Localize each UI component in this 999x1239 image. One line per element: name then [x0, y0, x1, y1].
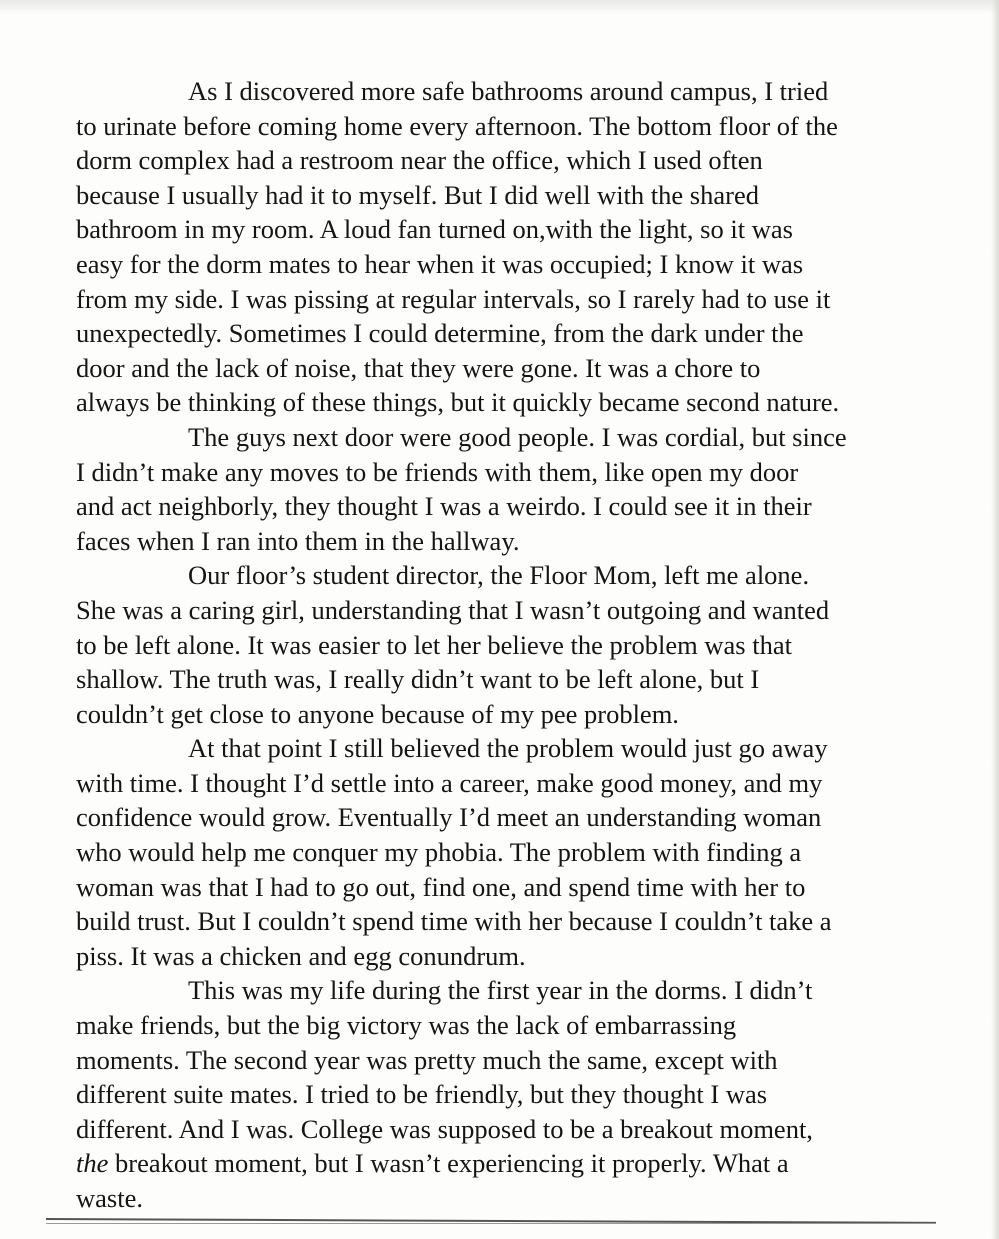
line-text: As I discovered more safe bathrooms around campus, I tried	[188, 76, 829, 106]
bottom-rule-shadow	[46, 1223, 936, 1224]
body-text	[76, 74, 954, 1216]
scan-edge	[991, 0, 999, 1239]
text-line	[76, 455, 954, 490]
text-line	[76, 904, 954, 939]
text-line	[76, 212, 954, 247]
text-line	[76, 1008, 954, 1043]
text-line	[76, 1077, 954, 1112]
text-line	[76, 1146, 954, 1181]
paragraph-first-line	[76, 973, 954, 1008]
line-text: build trust. But I couldn’t spend time with her because I couldn’t take a	[76, 906, 832, 937]
line-text: couldn’t get close to anyone because of my pee problem.	[76, 698, 679, 729]
line-text: bathroom in my room. A loud fan turned on,with the light, so it was	[76, 214, 793, 245]
text-line	[76, 351, 954, 386]
line-text: door and the lack of noise, that they were gone. It was a chore to	[76, 352, 761, 383]
line-text: because I usually had it to myself. But I did well with the shared	[76, 179, 759, 210]
scan-shadow	[0, 0, 999, 14]
line-text: confidence would grow. Eventually I’d meet an understanding woman	[76, 802, 822, 833]
line-text: At that point I still believed the problem would just go away	[188, 733, 828, 764]
line-text: unexpectedly. Sometimes I could determine, from the dark under the	[76, 318, 804, 349]
line-text: I didn’t make any moves to be friends with them, like open my door	[76, 456, 799, 487]
text-line	[76, 1112, 954, 1147]
text-line	[76, 835, 954, 870]
text-line	[76, 662, 954, 697]
emphasized-word: the	[76, 1148, 109, 1179]
text-line	[76, 524, 954, 559]
paragraph-first-line	[76, 731, 954, 766]
line-text: The guys next door were good people. I was cordial, but since	[188, 421, 847, 452]
paragraph-first-line	[76, 74, 954, 109]
line-text: from my side. I was pissing at regular intervals, so I rarely had to use it	[76, 283, 831, 314]
line-text: piss. It was a chicken and egg conundrum.	[76, 940, 526, 971]
line-text: to be left alone. It was easier to let her believe the problem was that	[76, 629, 792, 660]
text-line	[76, 316, 954, 351]
text-line	[76, 282, 954, 317]
line-text: different suite mates. I tried to be friendly, but they thought I was	[76, 1079, 768, 1110]
line-text: breakout moment, but I wasn’t experiencing it properly. What a	[108, 1148, 789, 1179]
text-line	[76, 385, 954, 420]
line-text: who would help me conquer my phobia. The problem with finding a	[76, 837, 802, 868]
paragraph-first-line	[76, 558, 954, 593]
line-text: different. And I was. College was supposed to be a breakout moment,	[76, 1113, 813, 1144]
line-text: always be thinking of these things, but it quickly became second nature.	[76, 387, 840, 418]
text-line	[76, 939, 954, 974]
line-text: shallow. The truth was, I really didn’t want to be left alone, but I	[76, 664, 760, 695]
text-line	[76, 247, 954, 282]
line-text: Our floor’s student director, the Floor Mom, left me alone.	[188, 560, 810, 591]
line-text: This was my life during the first year in the dorms. I didn’t	[188, 975, 813, 1006]
text-line	[76, 109, 954, 144]
text-line	[76, 697, 954, 732]
line-text: with time. I thought I’d settle into a career, make good money, and my	[76, 767, 823, 798]
paragraph-first-line	[76, 420, 954, 455]
text-line	[76, 593, 954, 628]
text-line	[76, 800, 954, 835]
text-line	[76, 1181, 954, 1216]
text-line	[76, 628, 954, 663]
line-text: faces when I ran into them in the hallway.	[76, 525, 520, 556]
line-text: woman was that I had to go out, find one, and spend time with her to	[76, 871, 806, 902]
line-text: moments. The second year was pretty much the same, except with	[76, 1044, 778, 1075]
text-line	[76, 178, 954, 213]
text-line	[76, 766, 954, 801]
text-line	[76, 1043, 954, 1078]
line-text: dorm complex had a restroom near the office, which I used often	[76, 145, 763, 176]
line-text: waste.	[76, 1183, 143, 1213]
line-text: She was a caring girl, understanding that I wasn’t outgoing and wanted	[76, 594, 830, 625]
line-text: make friends, but the big victory was the lack of embarrassing	[76, 1010, 737, 1041]
line-text: easy for the dorm mates to hear when it was occupied; I know it was	[76, 248, 804, 279]
line-text: to urinate before coming home every afternoon. The bottom floor of the	[76, 110, 838, 141]
text-line	[76, 143, 954, 178]
text-line	[76, 870, 954, 905]
text-line	[76, 489, 954, 524]
line-text: and act neighborly, they thought I was a weirdo. I could see it in their	[76, 491, 812, 522]
